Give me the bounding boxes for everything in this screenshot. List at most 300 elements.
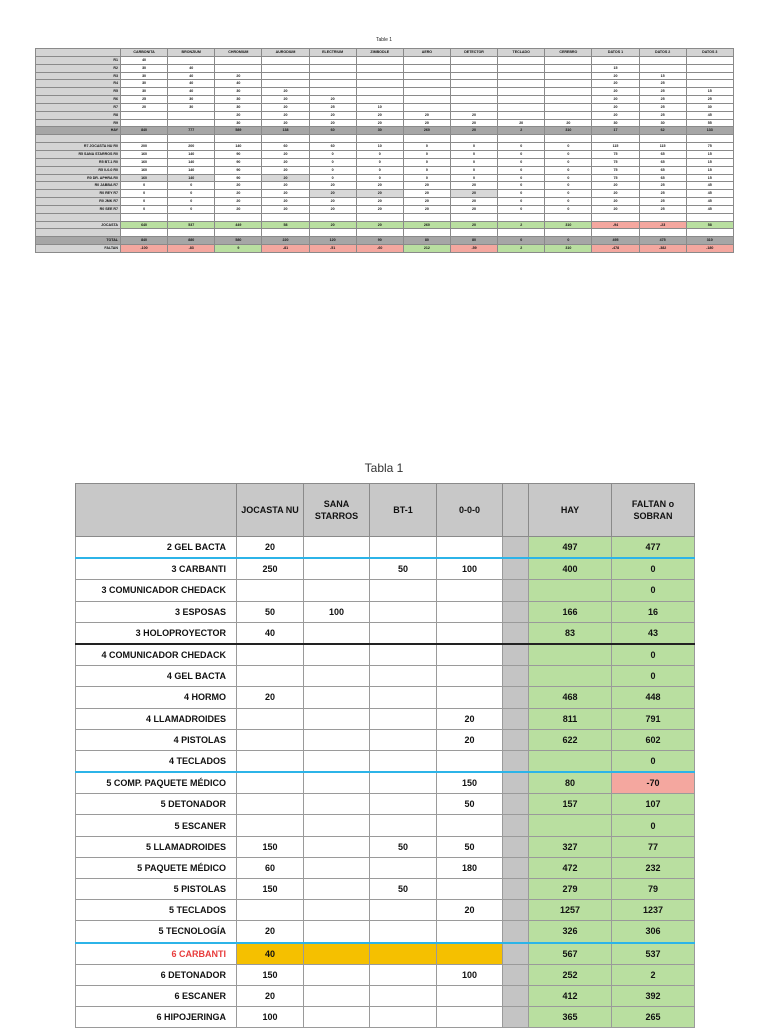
table1-cell: 58 xyxy=(262,221,309,229)
table1-cell xyxy=(498,103,545,111)
table1-cell: 20 xyxy=(450,190,497,198)
table1-cell: 20 xyxy=(592,88,639,96)
table1-cell: 0 xyxy=(121,205,168,213)
table1-cell: 20 xyxy=(403,119,450,127)
table2-cell xyxy=(370,964,437,985)
table2-cell xyxy=(370,900,437,921)
table2-cell: 412 xyxy=(529,985,612,1006)
table1-cell xyxy=(498,56,545,64)
table1-cell xyxy=(639,229,686,237)
table2-row xyxy=(76,601,695,622)
table1-cell: 20 xyxy=(356,198,403,206)
table1-cell: 30 xyxy=(592,119,639,127)
table2-cell: 365 xyxy=(529,1007,612,1028)
table1-cell: 40 xyxy=(168,72,215,80)
table1-cell xyxy=(356,135,403,143)
table1-cell xyxy=(262,135,309,143)
table2-row xyxy=(76,900,695,921)
table2-cell: 150 xyxy=(237,879,304,900)
table1-cell: 20 xyxy=(592,80,639,88)
table1-row-label: R7 xyxy=(36,103,121,111)
table1-row-label: R1 xyxy=(36,56,121,64)
table2-cell xyxy=(503,943,529,965)
table1-cell: 640 xyxy=(121,221,168,229)
table1-cell xyxy=(356,96,403,104)
table2-cell xyxy=(503,601,529,622)
table2-cell: 20 xyxy=(437,708,503,729)
table1-cell xyxy=(450,135,497,143)
table1-cell: 25 xyxy=(639,96,686,104)
table1-row-label xyxy=(36,213,121,221)
table2-row xyxy=(76,772,695,794)
table1-cell: 115 xyxy=(639,143,686,151)
table1-cell: 495 xyxy=(592,237,639,245)
table2-row xyxy=(76,708,695,729)
table1-cell: 0 xyxy=(498,198,545,206)
table2-cell xyxy=(304,708,370,729)
table1-row xyxy=(36,80,734,88)
table1-cell: 30 xyxy=(121,88,168,96)
table1-cell: 40 xyxy=(168,88,215,96)
table1-cell: 20 xyxy=(262,96,309,104)
table2-cell xyxy=(370,537,437,559)
table1-cell: 15 xyxy=(686,88,733,96)
table1-cell: 9 xyxy=(215,245,262,253)
table1-cell: 20 xyxy=(592,190,639,198)
table2-row-label: 3 COMUNICADOR CHEDACK xyxy=(76,580,237,601)
table1-cell: 0 xyxy=(168,198,215,206)
table1-cell: 2 xyxy=(498,127,545,135)
table1-title: Table 1 xyxy=(375,37,393,43)
table1-cell xyxy=(262,80,309,88)
table1-row-label: R5 BT-1 R0 xyxy=(36,158,121,166)
table1-cell xyxy=(545,103,592,111)
table2-row xyxy=(76,537,695,559)
table1-cell xyxy=(309,80,356,88)
table1-cell xyxy=(686,229,733,237)
table1-cell: 449 xyxy=(215,221,262,229)
table2-cell xyxy=(529,644,612,666)
table1-cell: 45 xyxy=(686,190,733,198)
table2-cell: 20 xyxy=(237,985,304,1006)
table2-cell: 166 xyxy=(529,601,612,622)
table2-cell: 40 xyxy=(237,622,304,644)
table2-cell xyxy=(304,921,370,943)
table2-cell xyxy=(437,687,503,708)
table1-cell: 20 xyxy=(309,205,356,213)
table1-column-header: DETECTOR xyxy=(450,49,497,57)
table2-cell xyxy=(503,750,529,772)
table1-cell: 20 xyxy=(403,198,450,206)
table1-cell: -100 xyxy=(121,245,168,253)
table1-cell xyxy=(121,111,168,119)
table1-cell xyxy=(545,111,592,119)
table2-cell xyxy=(304,815,370,836)
table2-row xyxy=(76,666,695,687)
table2-cell xyxy=(370,1007,437,1028)
table1-cell: 20 xyxy=(262,190,309,198)
table1-cell: 40 xyxy=(215,80,262,88)
table1-cell: 20 xyxy=(262,198,309,206)
table2-cell xyxy=(370,857,437,878)
table2-cell: 150 xyxy=(237,964,304,985)
table2-row xyxy=(76,580,695,601)
table1-cell xyxy=(403,213,450,221)
table2-row-label: 4 GEL BACTA xyxy=(76,666,237,687)
table2-cell: 83 xyxy=(529,622,612,644)
table1-cell: 0 xyxy=(545,198,592,206)
table1-row-label: R5 0-0-0 R0 xyxy=(36,166,121,174)
table1-row xyxy=(36,103,734,111)
table1-cell: 0 xyxy=(545,143,592,151)
table2-row xyxy=(76,921,695,943)
table2-cell: 77 xyxy=(612,836,695,857)
table1-cell: 20 xyxy=(309,190,356,198)
table2-cell xyxy=(529,580,612,601)
table2-cell: 100 xyxy=(237,1007,304,1028)
table2-cell: 567 xyxy=(529,943,612,965)
table2-cell: 43 xyxy=(612,622,695,644)
table1-cell xyxy=(309,64,356,72)
table2-row-label: 5 COMP. PAQUETE MÉDICO xyxy=(76,772,237,794)
table1-cell: 0 xyxy=(450,166,497,174)
table2-cell xyxy=(370,729,437,750)
table2-cell xyxy=(437,750,503,772)
table2-cell: 537 xyxy=(612,943,695,965)
table1-row xyxy=(36,158,734,166)
table2-cell: 80 xyxy=(529,772,612,794)
table1-cell: 75 xyxy=(592,174,639,182)
table2-column-header: FALTAN o SOBRAN xyxy=(612,484,695,537)
table1-row-label: R5 SANA STARROS R0 xyxy=(36,150,121,158)
table2-row-label: 2 GEL BACTA xyxy=(76,537,237,559)
table1-cell xyxy=(403,135,450,143)
table2-cell xyxy=(370,750,437,772)
table1-cell xyxy=(545,80,592,88)
table2-cell xyxy=(529,666,612,687)
table2-cell: 497 xyxy=(529,537,612,559)
table1-cell: 30 xyxy=(356,127,403,135)
table1-cell: 40 xyxy=(121,56,168,64)
table1-cell: 20 xyxy=(262,166,309,174)
table2-cell: 0 xyxy=(612,580,695,601)
table1-cell: 0 xyxy=(168,182,215,190)
table1-cell xyxy=(450,88,497,96)
table1-row-label xyxy=(36,135,121,143)
table1-cell: 0 xyxy=(498,205,545,213)
table1-column-header: TECLADO xyxy=(498,49,545,57)
table1-row-label xyxy=(36,229,121,237)
table2-cell xyxy=(370,794,437,815)
table1-cell: 2 xyxy=(498,245,545,253)
table1-cell: 20 xyxy=(121,103,168,111)
table1-cell: 0 xyxy=(450,158,497,166)
table2-row xyxy=(76,794,695,815)
table1-cell xyxy=(403,96,450,104)
table2-cell: 20 xyxy=(437,729,503,750)
table1-cell: 260 xyxy=(403,221,450,229)
table2-cell: 392 xyxy=(612,985,695,1006)
table1-cell xyxy=(309,213,356,221)
table1-row-label: R6 xyxy=(36,96,121,104)
table2-cell xyxy=(503,964,529,985)
table1-cell: 20 xyxy=(403,111,450,119)
table2-cell: 79 xyxy=(612,879,695,900)
table2-row-label: 3 HOLOPROYECTOR xyxy=(76,622,237,644)
table2-row xyxy=(76,687,695,708)
table1-cell: 25 xyxy=(639,80,686,88)
table1-cell: 212 xyxy=(403,245,450,253)
table1-cell xyxy=(686,72,733,80)
table1-cell: 25 xyxy=(639,205,686,213)
table1-column-header: AURODIUM xyxy=(262,49,309,57)
table1-cell xyxy=(403,64,450,72)
table2-cell xyxy=(503,580,529,601)
table1-cell: 90 xyxy=(215,150,262,158)
table1-cell xyxy=(356,56,403,64)
table1-cell xyxy=(262,56,309,64)
table1-cell xyxy=(592,229,639,237)
table1-cell xyxy=(121,229,168,237)
table1-cell: 45 xyxy=(686,198,733,206)
table2-row-label: 4 COMUNICADOR CHEDACK xyxy=(76,644,237,666)
table2-cell: 180 xyxy=(437,857,503,878)
table2-cell: 1237 xyxy=(612,900,695,921)
table2-cell: 20 xyxy=(237,921,304,943)
table2-cell xyxy=(370,921,437,943)
table1-cell xyxy=(545,72,592,80)
table2-row xyxy=(76,857,695,878)
table1-cell xyxy=(498,229,545,237)
table1-cell: 20 xyxy=(450,205,497,213)
table1-cell: 20 xyxy=(262,88,309,96)
table1-row xyxy=(36,64,734,72)
table2-header-row xyxy=(76,484,695,537)
table1-cell xyxy=(450,64,497,72)
table2-column-header: HAY xyxy=(529,484,612,537)
table2-cell xyxy=(503,921,529,943)
table1-cell: 0 xyxy=(545,166,592,174)
table1-cell: 0 xyxy=(168,205,215,213)
table1-cell: 20 xyxy=(450,182,497,190)
table1-cell xyxy=(215,64,262,72)
table2-cell xyxy=(503,857,529,878)
table1-cell: 65 xyxy=(639,150,686,158)
table2-cell xyxy=(237,644,304,666)
table1-cell: 20 xyxy=(545,119,592,127)
table1-cell: 25 xyxy=(309,103,356,111)
table1-cell xyxy=(168,56,215,64)
table1-cell: 90 xyxy=(215,174,262,182)
table2-row xyxy=(76,836,695,857)
table1-cell xyxy=(356,80,403,88)
table1-cell xyxy=(498,111,545,119)
table2-row-label: 5 ESCANER xyxy=(76,815,237,836)
table2-row xyxy=(76,943,695,965)
table1-cell: 25 xyxy=(639,198,686,206)
table1-cell xyxy=(545,56,592,64)
table1-cell: 160 xyxy=(121,150,168,158)
table2-cell: 448 xyxy=(612,687,695,708)
table2-cell xyxy=(370,985,437,1006)
table1-cell: 20 xyxy=(262,205,309,213)
table1-cell: 20 xyxy=(262,182,309,190)
table2-cell: 100 xyxy=(437,558,503,580)
table1-cell: 0 xyxy=(450,143,497,151)
table2-cell xyxy=(503,708,529,729)
table1-cell xyxy=(545,88,592,96)
table1-cell: 0 xyxy=(450,174,497,182)
table1-row xyxy=(36,96,734,104)
table1-cell xyxy=(403,229,450,237)
table1-cell: 65 xyxy=(639,158,686,166)
table2-cell xyxy=(304,666,370,687)
table1-row xyxy=(36,190,734,198)
table2-cell xyxy=(437,943,503,965)
table2-cell xyxy=(304,964,370,985)
table1-cell: 20 xyxy=(262,158,309,166)
table1-cell: -81 xyxy=(262,245,309,253)
table2-cell: 50 xyxy=(437,794,503,815)
table1-cell: 880 xyxy=(168,237,215,245)
table1-cell xyxy=(686,135,733,143)
table1-cell xyxy=(309,88,356,96)
table1-cell: 537 xyxy=(168,221,215,229)
table1-cell: 62 xyxy=(639,127,686,135)
table2-cell: 250 xyxy=(237,558,304,580)
table2-cell xyxy=(437,580,503,601)
table2-cell xyxy=(237,794,304,815)
table1-cell xyxy=(403,80,450,88)
table2-cell: 16 xyxy=(612,601,695,622)
table1-cell: 20 xyxy=(592,205,639,213)
table1-cell: 25 xyxy=(686,96,733,104)
table2-cell xyxy=(370,644,437,666)
table1-row-label: R5 xyxy=(36,88,121,96)
table2-cell xyxy=(304,644,370,666)
table2-cell: 50 xyxy=(370,836,437,857)
table2-cell: 0 xyxy=(612,558,695,580)
table1-cell: 20 xyxy=(592,103,639,111)
table1-cell xyxy=(498,88,545,96)
table1-cell: 0 xyxy=(309,158,356,166)
table2-cell: 20 xyxy=(237,687,304,708)
table2-row xyxy=(76,644,695,666)
table1-row-label: R0 JABBA R7 xyxy=(36,182,121,190)
table1-cell xyxy=(498,135,545,143)
table1-cell xyxy=(121,213,168,221)
table1-row xyxy=(36,174,734,182)
table1-cell: 20 xyxy=(215,198,262,206)
table1-cell xyxy=(450,72,497,80)
table1-cell xyxy=(592,213,639,221)
table2-cell: 0 xyxy=(612,666,695,687)
table1-cell xyxy=(215,56,262,64)
table2-cell: 20 xyxy=(437,900,503,921)
table2-cell: 811 xyxy=(529,708,612,729)
table1-cell: 30 xyxy=(121,80,168,88)
table1-cell xyxy=(215,213,262,221)
table1-cell xyxy=(498,96,545,104)
table1-cell: 30 xyxy=(121,64,168,72)
table2-row xyxy=(76,985,695,1006)
table1-cell: 20 xyxy=(309,119,356,127)
table1-cell xyxy=(545,64,592,72)
table1-cell xyxy=(403,88,450,96)
table1-cell: 40 xyxy=(168,64,215,72)
table1-cell: 0 xyxy=(498,158,545,166)
table1-cell xyxy=(592,56,639,64)
table1-column-header: DATOS 3 xyxy=(686,49,733,57)
table2-cell: 327 xyxy=(529,836,612,857)
table2-column-header: BT-1 xyxy=(370,484,437,537)
table2-cell xyxy=(304,537,370,559)
table1-cell: 0 xyxy=(545,190,592,198)
table1-cell xyxy=(356,72,403,80)
table2-cell: 468 xyxy=(529,687,612,708)
table1-row xyxy=(36,119,734,127)
table1-cell: 75 xyxy=(592,158,639,166)
table2-cell xyxy=(529,815,612,836)
table1-cell: 0 xyxy=(403,150,450,158)
table2-cell xyxy=(304,622,370,644)
table1-cell: -83 xyxy=(168,245,215,253)
table1-row xyxy=(36,166,734,174)
table2-cell: 791 xyxy=(612,708,695,729)
table2-cell xyxy=(503,558,529,580)
table1-corner xyxy=(36,49,121,57)
table2-cell xyxy=(370,815,437,836)
table2-cell: 157 xyxy=(529,794,612,815)
table2-cell xyxy=(503,729,529,750)
table1-column-header: AERO xyxy=(403,49,450,57)
table1-cell: 30 xyxy=(215,119,262,127)
table1-cell xyxy=(545,96,592,104)
table1-column-header: CHROMIUM xyxy=(215,49,262,57)
table1-row-label: FALTAN xyxy=(36,245,121,253)
table1-cell: 60 xyxy=(262,143,309,151)
table1-cell: 25 xyxy=(639,190,686,198)
table2-row xyxy=(76,964,695,985)
table1-column-header: CARBONITA xyxy=(121,49,168,57)
table1-cell xyxy=(639,213,686,221)
table1-cell: 20 xyxy=(309,96,356,104)
table1-cell: 20 xyxy=(450,111,497,119)
table1-cell xyxy=(309,229,356,237)
table1-cell: 0 xyxy=(309,150,356,158)
table1-cell: 55 xyxy=(686,119,733,127)
table2-cell xyxy=(370,772,437,794)
table1-row xyxy=(36,245,734,253)
table1-cell: 20 xyxy=(356,190,403,198)
table1-cell: 220 xyxy=(262,237,309,245)
table1-column-header: ZIMBODLE xyxy=(356,49,403,57)
table2-cell: 107 xyxy=(612,794,695,815)
table1-cell: 75 xyxy=(592,150,639,158)
table1-cell: 45 xyxy=(686,111,733,119)
table2-cell xyxy=(437,815,503,836)
table1-row xyxy=(36,229,734,237)
table1-row-label: R7 JOCASTA NU R0 xyxy=(36,143,121,151)
table2-cell xyxy=(437,601,503,622)
table1-cell: -180 xyxy=(686,245,733,253)
table2-cell: 50 xyxy=(237,601,304,622)
table1-cell: 30 xyxy=(215,103,262,111)
table1-cell: 20 xyxy=(215,182,262,190)
table2-cell: -70 xyxy=(612,772,695,794)
table1-cell xyxy=(356,88,403,96)
table2-cell: 50 xyxy=(437,836,503,857)
